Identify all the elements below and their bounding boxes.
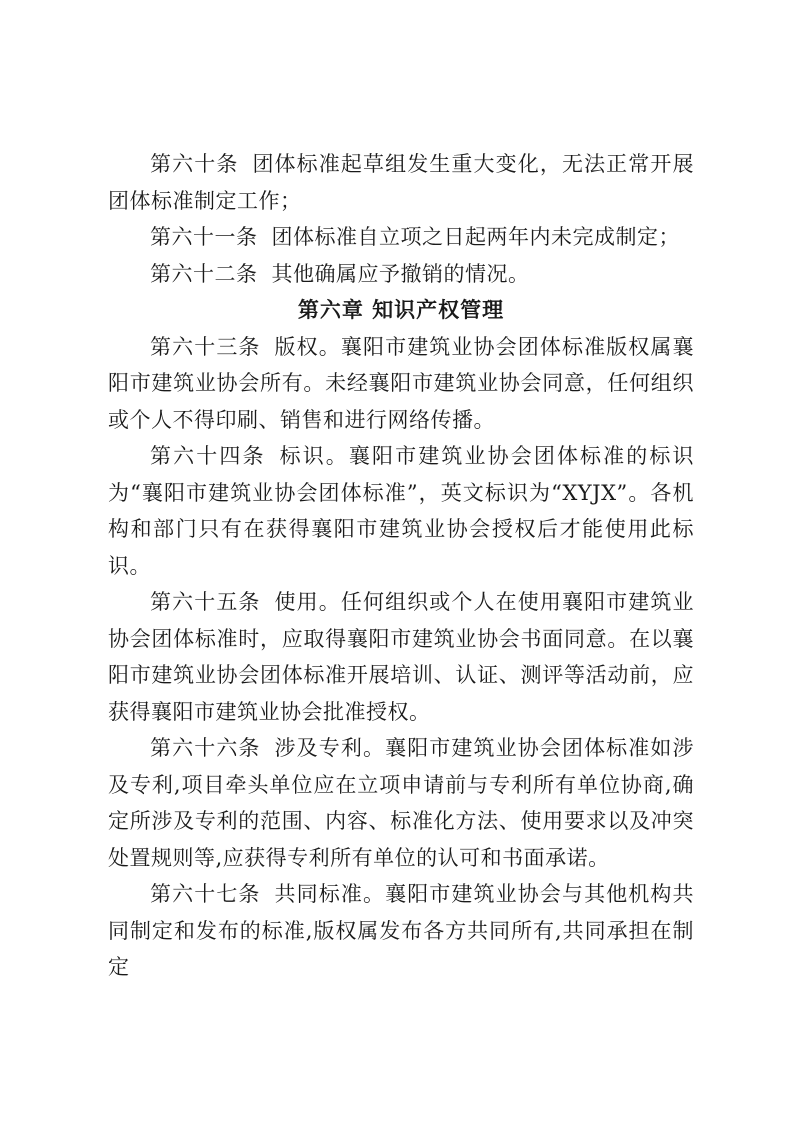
chapter-title: 第六章 知识产权管理: [297, 297, 505, 322]
article-text: 团体标准起草组发生重大变化，无法正常开展团体标准制定工作；: [108, 152, 695, 213]
article-text: 版权。襄阳市建筑业协会团体标准版权属襄阳市建筑业协会所有。未经襄阳市建筑业协会同意，任何组织或个人不得印刷、销售和进行网络传播。: [108, 334, 695, 432]
article-paragraph: [108, 876, 694, 986]
article-text: 团体标准自立项之日起两年内未完成制定；: [271, 225, 680, 249]
article-paragraph: [108, 730, 694, 876]
article-number: 第六十条: [150, 152, 239, 176]
article-text: 共同标准。襄阳市建筑业协会与其他机构共同制定和发布的标准,版权属发布各方共同所有,共同承担在制定: [108, 882, 695, 979]
article-paragraph: [108, 329, 694, 439]
article-number: 第六十二条: [150, 261, 258, 286]
article-paragraph: [108, 219, 694, 256]
document-body: [108, 146, 694, 986]
article-number: 第六十一条: [150, 225, 258, 249]
article-text: 其他确属应予撤销的情况。: [271, 261, 530, 286]
article-number: 第六十四条: [150, 444, 266, 468]
article-text: 标识。襄阳市建筑业协会团体标准的标识为“襄阳市建筑业协会团体标准”，英文标识为“XYJX”。各机构和部门只有在获得襄阳市建筑业协会授权后才能使用此标识。: [108, 444, 695, 578]
article-text: 涉及专利。襄阳市建筑业协会团体标准如涉及专利,项目牵头单位应在立项申请前与专利所有单位协商,确定所涉及专利的范围、内容、标准化方法、使用要求以及冲突处置规则等,应获得专利所有单位的认可和书面承诺。: [108, 736, 695, 870]
article-number: 第六十五条: [150, 590, 261, 614]
article-paragraph: [108, 584, 694, 730]
article-paragraph: [108, 146, 694, 219]
article-paragraph: [108, 256, 694, 293]
article-number: 第六十六条: [150, 736, 261, 760]
article-number: 第六十三条: [150, 334, 261, 359]
article-number: 第六十七条: [150, 882, 261, 906]
article-paragraph: [108, 438, 694, 584]
article-text: 使用。任何组织或个人在使用襄阳市建筑业协会团体标准时，应取得襄阳市建筑业协会书面同意。在以襄阳市建筑业协会团体标准开展培训、认证、测评等活动前，应获得襄阳市建筑业协会批准授权。: [108, 590, 695, 724]
